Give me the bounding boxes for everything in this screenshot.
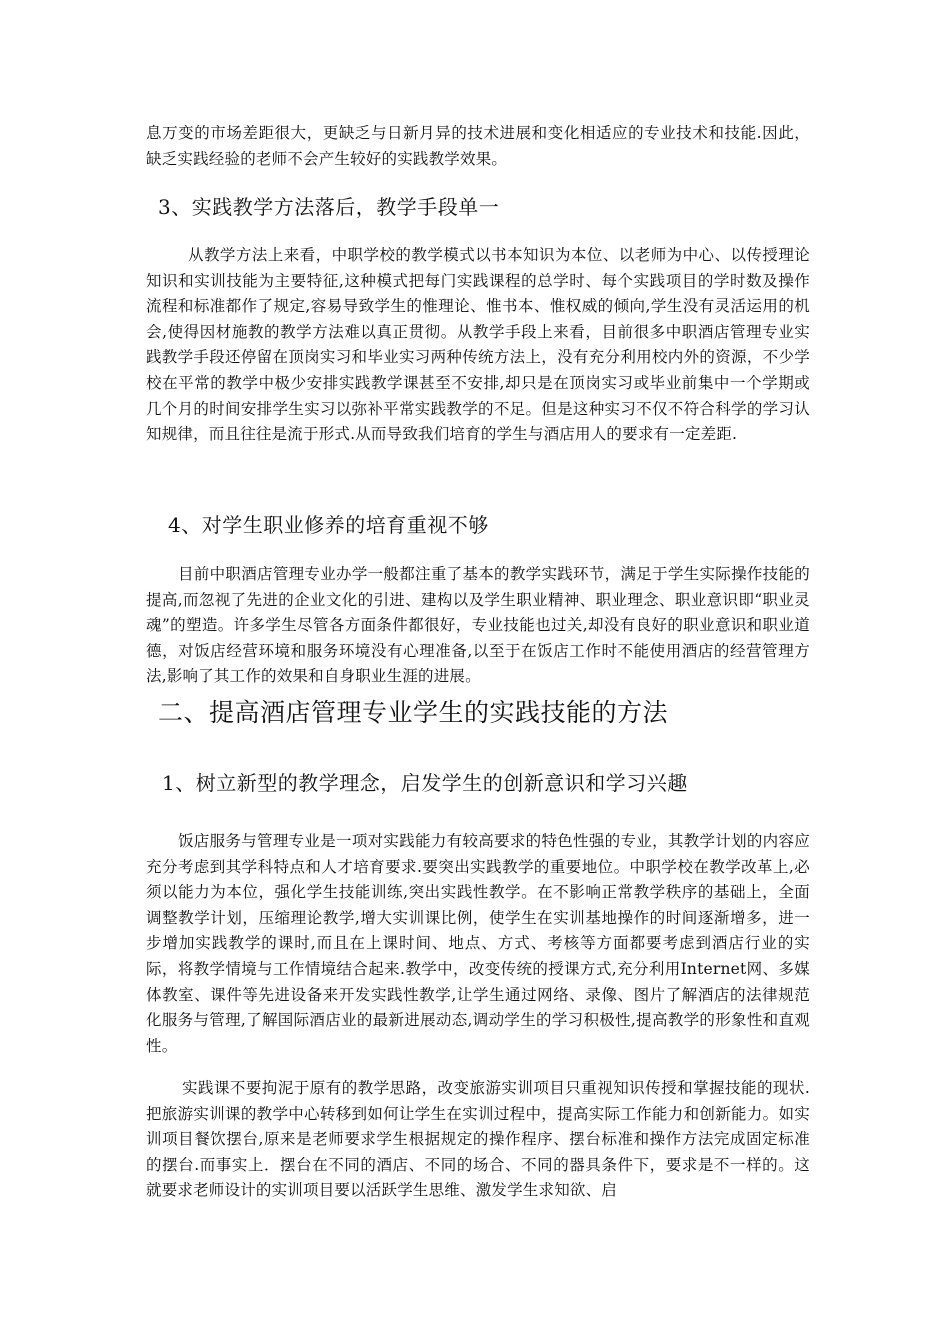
paragraph-1a: 饭店服务与管理专业是一项对实践能力有较高要求的特色性强的专业，其教学计划的内容应充分考虑到其学科特点和人才培育要求.要突出实践教学的重要地位。中职学校在教学改革上,必须以能力为本位，强化学生技能训练,突出实践性教学。在不影响正常教学秩序的基础上，全面调整教学计划，压缩理论教学,增大实训课比例，使学生在实训基地操作的时间逐渐增多，进一步增加实践教学的课时,而且在上课时间、地点、方式、考核等方面都要考虑到酒店行业的实际，将教学情境与工作情境结合起来.教学中，改变传统的授课方式,充分利用Internet网、多媒体教室、课件等先进设备来开发实践性教学,让学生通过网络、录像、图片了解酒店的法律规范化服务与管理,了解国际酒店业的最新进展动态,调动学生的学习积极性,提高教学的形象性和直观性。: [146, 832, 810, 1055]
section-heading-2: 二、提高酒店管理专业学生的实践技能的方法: [158, 698, 669, 727]
paragraph-intro: 息万变的市场差距很大，更缺乏与日新月异的技术进展和变化相适应的专业技术和技能.因此，缺乏实践经验的老师不会产生较好的实践教学效果。: [146, 124, 810, 168]
heading-4: 4、对学生职业修养的培育重视不够: [168, 513, 489, 537]
paragraph-3: 从教学方法上来看，中职学校的教学模式以书本知识为本位、以老师为中心、以传授理论知识和实训技能为主要特征,这种模式把每门实践课程的总学时、每个实践项目的学时数及操作流程和标准都作了规定,容易导致学生的惟理论、惟书本、惟权威的倾向,学生没有灵活运用的机会,使得因材施教的教学方法难以真正贯彻。从教学手段上来看，目前很多中职酒店管理专业实践教学手段还停留在顶岗实习和毕业实习两种传统方法上，没有充分利用校内外的资源，不少学校在平常的教学中极少安排实践教学课甚至不安排,却只是在顶岗实习或毕业前集中一个学期或几个月的时间安排学生实习以弥补平常实践教学的不足。但是这种实习不仅不符合科学的学习认知规律，而且往往是流于形式.从而导致我们培育的学生与酒店用人的要求有一定差距.: [146, 246, 810, 444]
heading-1: 1、树立新型的教学理念，启发学生的创新意识和学习兴趣: [162, 771, 688, 795]
paragraph-1b: 实践课不要拘泥于原有的教学思路，改变旅游实训项目只重视知识传授和掌握技能的现状.把旅游实训课的教学中心转移到如何让学生在实训过程中，提高实际工作能力和创新能力。如实训项目餐饮摆台,原来是老师要求学生根据规定的操作程序、摆台标准和操作方法完成固定标准的摆台.而事实上．摆台在不同的酒店、不同的场合、不同的器具条件下，要求是不一样的。这就要求老师设计的实训项目要以活跃学生思维、激发学生求知欲、启: [146, 1079, 810, 1200]
paragraph-4: 目前中职酒店管理专业办学一般都注重了基本的教学实践环节，满足于学生实际操作技能的提高,而忽视了先进的企业文化的引进、建构以及学生职业精神、职业理念、职业意识即“职业灵魂”的塑造。许多学生尽管各方面条件都很好，专业技能也过关,却没有良好的职业意识和职业道德，对饭店经营环境和服务环境没有心理准备,以至于在饭店工作时不能使用酒店的经营管理方法,影响了其工作的效果和自身职业生涯的进展。: [146, 565, 810, 686]
heading-3: 3、实践教学方法落后，教学手段单一: [158, 195, 500, 219]
